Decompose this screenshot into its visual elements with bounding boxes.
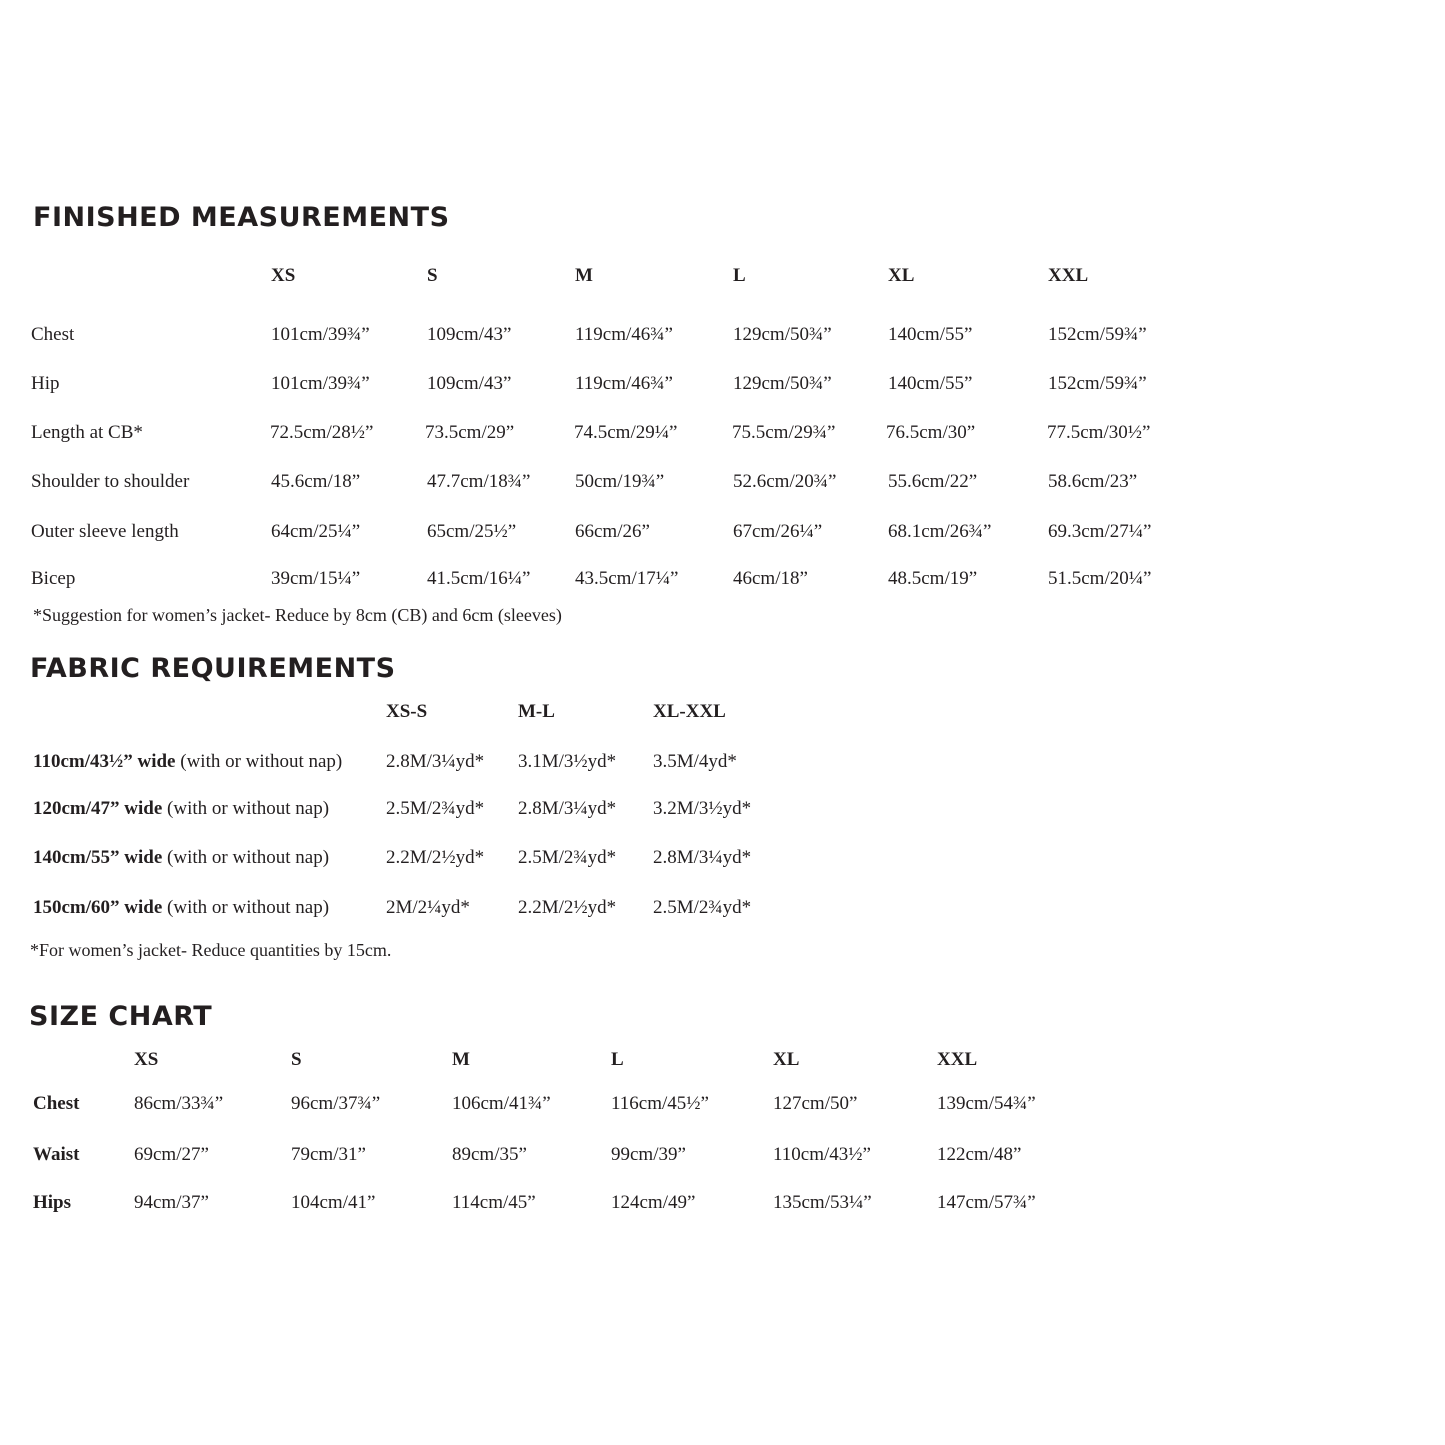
row-label: Chest (31, 324, 75, 345)
cell: 75.5cm/29¾” (732, 422, 836, 443)
cell: 2.8M/3¼yd* (386, 751, 485, 772)
fabric-width: 140cm/55” wide (33, 847, 163, 868)
size-header: XL (888, 265, 915, 286)
row-label (33, 846, 329, 870)
cell: 67cm/26¼” (733, 521, 823, 542)
cell: 124cm/49” (611, 1192, 696, 1213)
cell: 3.1M/3½yd* (518, 751, 617, 772)
cell: 96cm/37¾” (291, 1093, 381, 1114)
cell: 2.2M/2½yd* (386, 847, 485, 868)
cell: 3.2M/3½yd* (653, 798, 752, 819)
cell: 77.5cm/30½” (1047, 422, 1151, 443)
row-label: Chest (33, 1093, 80, 1114)
cell: 74.5cm/29¼” (574, 422, 678, 443)
cell: 50cm/19¾” (575, 471, 665, 492)
size-header: XXL (1048, 265, 1089, 286)
cell: 68.1cm/26¾” (888, 521, 992, 542)
cell: 140cm/55” (888, 324, 973, 345)
cell: 101cm/39¾” (271, 373, 370, 394)
nap-text: (with or without nap) (162, 847, 330, 868)
cell: 58.6cm/23” (1048, 471, 1138, 492)
row-label: Shoulder to shoulder (31, 471, 190, 492)
cell: 76.5cm/30” (886, 422, 976, 443)
size-header: XL (773, 1049, 800, 1070)
cell: 116cm/45½” (611, 1093, 709, 1114)
size-header: XL-XXL (653, 701, 726, 722)
cell: 2.5M/2¾yd* (518, 847, 617, 868)
cell: 152cm/59¾” (1048, 373, 1147, 394)
cell: 119cm/46¾” (575, 373, 673, 394)
row-label: Hips (33, 1192, 72, 1213)
cell: 89cm/35” (452, 1144, 527, 1165)
cell: 43.5cm/17¼” (575, 568, 679, 589)
row-label (33, 797, 329, 821)
cell: 39cm/15¼” (271, 568, 361, 589)
cell: 52.6cm/20¾” (733, 471, 837, 492)
cell: 147cm/57¾” (937, 1192, 1036, 1213)
cell: 119cm/46¾” (575, 324, 673, 345)
cell: 47.7cm/18¾” (427, 471, 531, 492)
row-label: Waist (33, 1144, 80, 1165)
cell: 2.2M/2½yd* (518, 897, 617, 918)
size-header: XS (271, 265, 296, 286)
cell: 129cm/50¾” (733, 373, 832, 394)
size-header: XS (134, 1049, 159, 1070)
cell: 2.8M/3¼yd* (518, 798, 617, 819)
cell: 110cm/43½” (773, 1144, 871, 1165)
size-header: L (733, 265, 746, 286)
size-chart-title: SIZE CHART (29, 1001, 213, 1032)
cell: 48.5cm/19” (888, 568, 978, 589)
row-label (33, 896, 329, 920)
cell: 127cm/50” (773, 1093, 858, 1114)
cell: 45.6cm/18” (271, 471, 361, 492)
cell: 3.5M/4yd* (653, 751, 737, 772)
cell: 64cm/25¼” (271, 521, 361, 542)
size-header: S (427, 265, 438, 286)
cell: 41.5cm/16¼” (427, 568, 531, 589)
cell: 73.5cm/29” (425, 422, 515, 443)
row-label (33, 750, 342, 774)
fabric-width: 150cm/60” wide (33, 897, 163, 918)
cell: 129cm/50¾” (733, 324, 832, 345)
cell: 106cm/41¾” (452, 1093, 551, 1114)
cell: 122cm/48” (937, 1144, 1022, 1165)
cell: 46cm/18” (733, 568, 808, 589)
cell: 2M/2¼yd* (386, 897, 470, 918)
cell: 109cm/43” (427, 373, 512, 394)
cell: 140cm/55” (888, 373, 973, 394)
fabric-width: 110cm/43½” wide (33, 751, 176, 772)
nap-text: (with or without nap) (162, 897, 330, 918)
row-label: Outer sleeve length (31, 521, 179, 542)
cell: 104cm/41” (291, 1192, 376, 1213)
cell: 2.8M/3¼yd* (653, 847, 752, 868)
cell: 99cm/39” (611, 1144, 686, 1165)
cell: 152cm/59¾” (1048, 324, 1147, 345)
row-label: Hip (31, 373, 60, 394)
row-label: Bicep (31, 568, 76, 589)
cell: 69.3cm/27¼” (1048, 521, 1152, 542)
cell: 94cm/37” (134, 1192, 209, 1213)
cell: 109cm/43” (427, 324, 512, 345)
cell: 86cm/33¾” (134, 1093, 224, 1114)
size-header: L (611, 1049, 624, 1070)
cell: 51.5cm/20¼” (1048, 568, 1152, 589)
cell: 79cm/31” (291, 1144, 366, 1165)
size-header: S (291, 1049, 302, 1070)
size-header: XS-S (386, 701, 428, 722)
cell: 135cm/53¼” (773, 1192, 872, 1213)
cell: 65cm/25½” (427, 521, 517, 542)
size-header: M-L (518, 701, 555, 722)
finished-measurements-title: FINISHED MEASUREMENTS (33, 202, 450, 233)
cell: 55.6cm/22” (888, 471, 978, 492)
cell: 69cm/27” (134, 1144, 209, 1165)
size-header: XXL (937, 1049, 978, 1070)
finished-note: *Suggestion for women’s jacket- Reduce by 8cm (CB) and 6cm (sleeves) (33, 605, 562, 625)
row-label: Length at CB* (31, 422, 143, 443)
cell: 2.5M/2¾yd* (653, 897, 752, 918)
cell: 72.5cm/28½” (270, 422, 374, 443)
fabric-requirements-title: FABRIC REQUIREMENTS (30, 653, 396, 684)
fabric-note: *For women’s jacket- Reduce quantities by 15cm. (30, 940, 392, 960)
cell: 114cm/45” (452, 1192, 536, 1213)
nap-text: (with or without nap) (175, 751, 343, 772)
size-header: M (452, 1049, 470, 1070)
size-header: M (575, 265, 593, 286)
cell: 139cm/54¾” (937, 1093, 1036, 1114)
cell: 101cm/39¾” (271, 324, 370, 345)
cell: 66cm/26” (575, 521, 650, 542)
fabric-width: 120cm/47” wide (33, 798, 163, 819)
nap-text: (with or without nap) (162, 798, 330, 819)
cell: 2.5M/2¾yd* (386, 798, 485, 819)
